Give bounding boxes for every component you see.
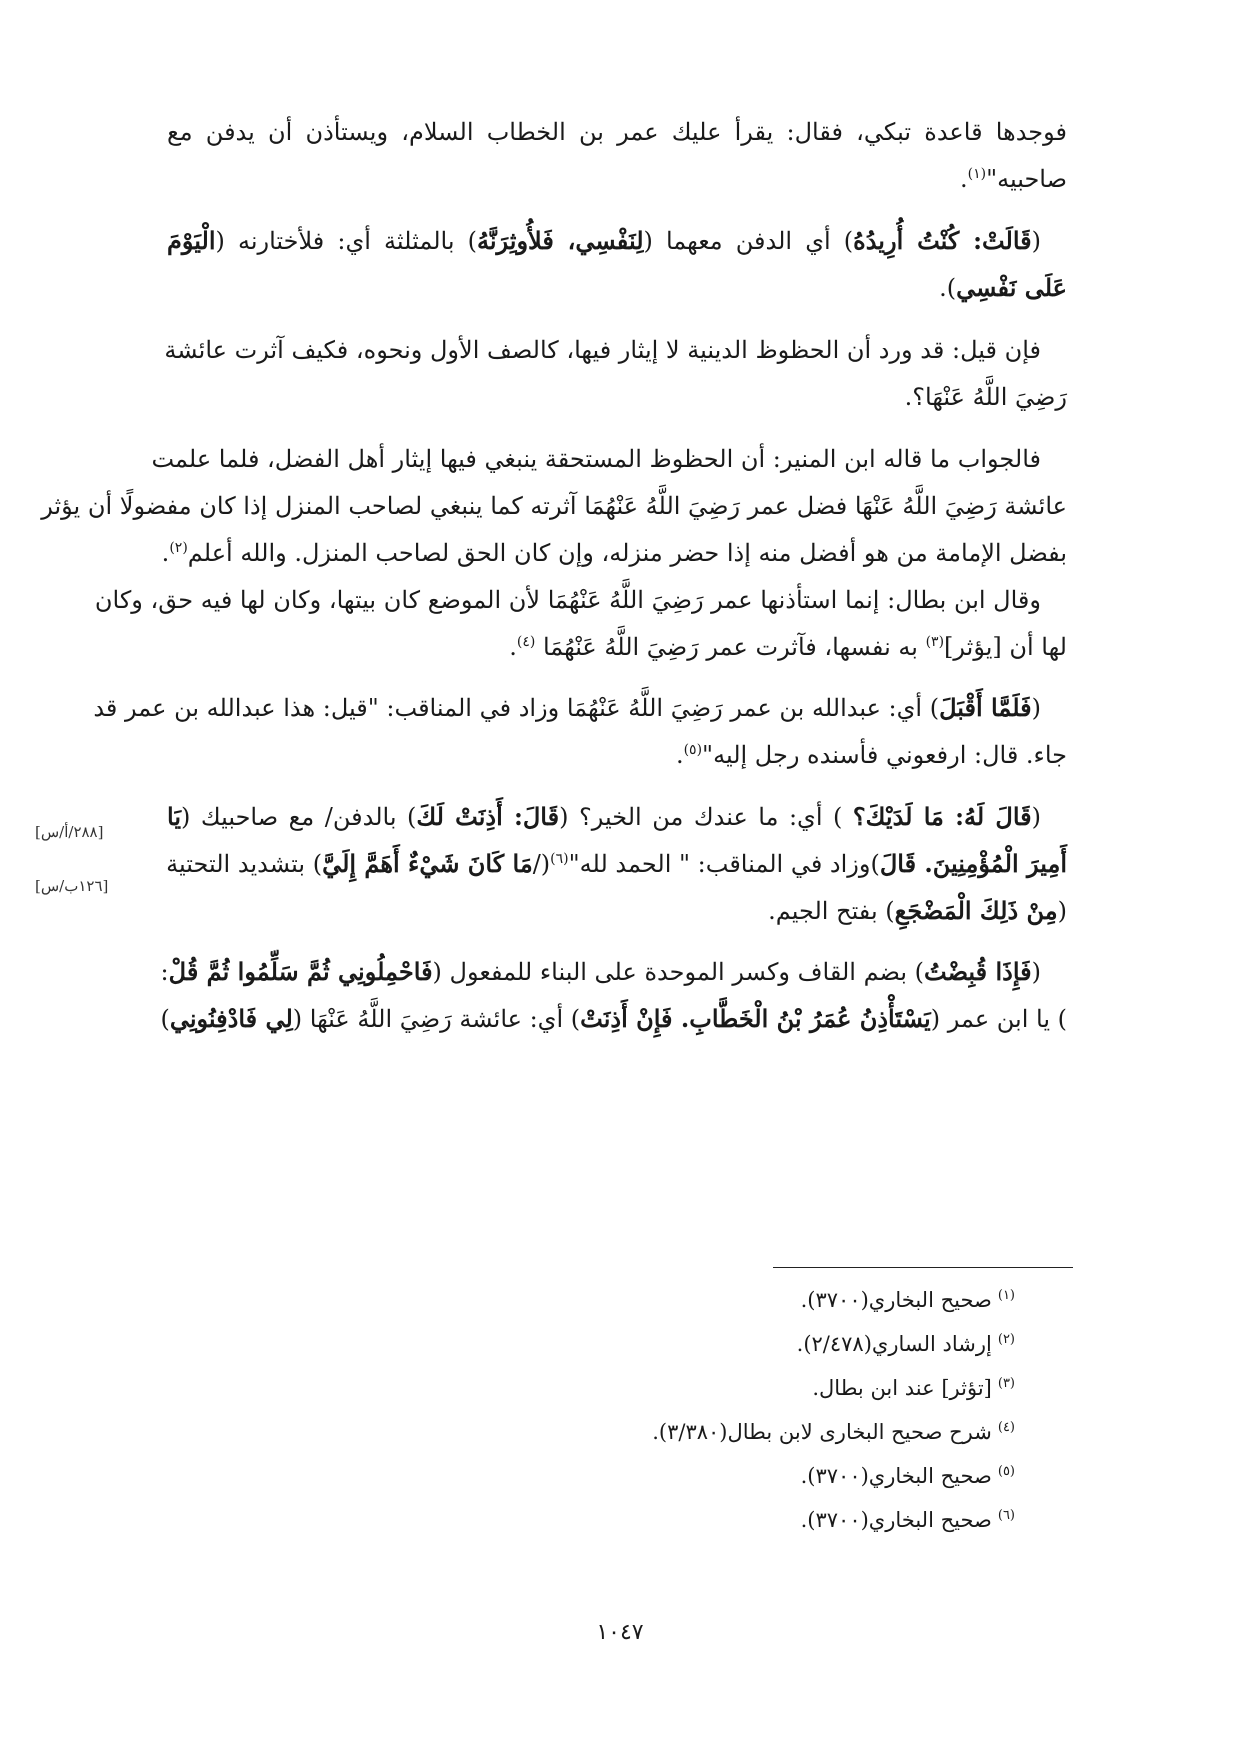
commentary-text: بفضل الإمامة من هو أفضل منه إذا حضر منزله، وإن كان الحق لصاحب المنزل. والله أعلم (187, 539, 1067, 567)
commentary-text: فوجدها قاعدة تبكي، فقال: يقرأ عليك عمر بن الخطاب السلام، ويستأذن أن يدفن مع (167, 118, 1067, 146)
commentary-text: صاحبيه" (986, 165, 1067, 193)
commentary-text: به نفسها، فآثرت عمر رَضِيَ اللَّهُ عَنْهُمَا (535, 633, 926, 661)
footnote-reference: (٦) (550, 851, 569, 867)
commentary-text: ) بتشديد التحتية (166, 850, 323, 878)
quoted-hadith-text: لِي فَادْفِنُونِي (169, 1004, 293, 1033)
text-line (167, 738, 1067, 772)
commentary-text: ) (160, 1005, 170, 1033)
footnote-reference: (٢) (169, 540, 188, 556)
text-line (167, 847, 1067, 881)
text-line (94, 583, 1041, 617)
text-line (167, 224, 1041, 258)
footnote-number: (٤) (997, 1420, 1015, 1435)
margin-note-folio-2: [١٢٦ب/س] (35, 877, 109, 895)
footnote-text: صحيح البخاري(٣٧٠٠). (800, 1464, 992, 1488)
commentary-text: ) بضم القاف وكسر الموحدة على البناء للمفعول ( (432, 958, 925, 986)
footnote-6 (801, 1505, 1015, 1535)
quoted-hadith-text: الْيَوْمَ (167, 226, 216, 255)
quoted-hadith-text: فَإِذَا قُبِضْتُ (924, 957, 1032, 986)
text-line (167, 162, 1067, 196)
commentary-text: فالجواب ما قاله ابن المنير: أن الحظوظ المستحقة ينبغي فيها إيثار أهل الفضل، فلما علمت (151, 445, 1041, 473)
commentary-text: وقال ابن بطال: إنما استأذنها عمر رَضِيَ اللَّهُ عَنْهُمَا لأن الموضع كان بيتها، وكان لها فيه حق، وكان (94, 586, 1041, 614)
commentary-text: )وزاد في المناقب: " الحمد لله" (568, 850, 880, 878)
text-line (160, 955, 1041, 989)
commentary-text: ( (1031, 958, 1041, 986)
commentary-text: عائشة رَضِيَ اللَّهُ عَنْهَا فضل عمر رَضِيَ اللَّهُ عَنْهُمَا آثرته كما ينبغي لصاحب المنزل إذا كان مفضولًا أن يؤثر (41, 492, 1067, 520)
quoted-hadith-text: فَلَمَّا أَقْبَلَ (939, 693, 1032, 722)
commentary-text: . (161, 539, 170, 567)
text-line (151, 442, 1041, 476)
footnote-reference: (٤) (516, 634, 536, 650)
footnote-number: (٦) (997, 1508, 1015, 1523)
footnote-text: صحيح البخاري(٣٧٠٠). (800, 1508, 992, 1532)
text-line (160, 1002, 1067, 1036)
footnote-4 (652, 1417, 1015, 1447)
commentary-text: . (959, 165, 968, 193)
text-line (167, 894, 1067, 928)
footnote-reference: (١) (967, 166, 987, 182)
commentary-text: ) أي: عائشة رَضِيَ اللَّهُ عَنْهَا ( (292, 1005, 581, 1033)
commentary-text: (/ (532, 850, 551, 878)
footnote-separator (773, 1267, 1073, 1268)
footnote-text: [تؤثر] عند ابن بطال. (812, 1376, 992, 1400)
quoted-hadith-text: قَالَ لَهُ: مَا لَدَيْكَ؟ (852, 802, 1032, 831)
commentary-text: ( (1031, 227, 1042, 255)
footnote-number: (٣) (997, 1376, 1015, 1391)
quoted-hadith-text: أَمِيرَ الْمُؤْمِنِينَ. قَالَ (879, 849, 1067, 878)
footnote-3 (812, 1373, 1015, 1403)
commentary-text: ) يا ابن عمر ( (930, 1005, 1067, 1033)
footnote-5 (801, 1461, 1015, 1491)
footnote-text: صحيح البخاري(٣٧٠٠). (800, 1288, 992, 1312)
page-number: ١٠٤٧ (596, 1620, 644, 1645)
quoted-hadith-text: قَالَتْ: كُنْتُ أُرِيدُهُ (853, 226, 1032, 255)
commentary-text: : (160, 958, 169, 986)
quoted-hadith-text: يَا (167, 802, 181, 831)
commentary-text: ) أي: عبدالله بن عمر رَضِيَ اللَّهُ عَنْهُمَا وزاد في المناقب: "قيل: هذا عبدالله بن عمر قد (93, 694, 940, 722)
commentary-text: ). (939, 274, 957, 302)
quoted-hadith-text: لِنَفْسِي، فَلأُوثِرَنَّهُ (476, 226, 644, 255)
commentary-text: . (675, 741, 684, 769)
text-line (41, 489, 1067, 523)
commentary-text: رَضِيَ اللَّهُ عَنْهَا؟. (904, 383, 1067, 411)
text-line (161, 536, 1067, 570)
commentary-text: ) أي: ما عندك من الخير؟ ( (559, 803, 853, 831)
commentary-text: ) أي الدفن معهما ( (643, 227, 854, 255)
commentary-text: ( (1031, 803, 1042, 831)
quoted-hadith-text: مَا كَانَ شَيْءٌ أَهَمَّ إِلَيَّ (322, 849, 533, 878)
text-line (167, 630, 1067, 664)
commentary-text: لها أن [يؤثر] (944, 633, 1067, 661)
commentary-text: ( (1057, 897, 1067, 925)
footnote-number: (٢) (997, 1332, 1015, 1347)
commentary-text: . (509, 633, 517, 661)
commentary-text: ) بفتح الجيم. (768, 897, 895, 925)
text-line (164, 333, 1041, 367)
text-line (93, 691, 1041, 725)
footnote-number: (٥) (997, 1464, 1015, 1479)
commentary-text: ) بالدفن/ مع صاحبيك ( (181, 803, 417, 831)
commentary-text: فإن قيل: قد ورد أن الحظوظ الدينية لا إيثار فيها، كالصف الأول ونحوه، فكيف آثرت عائشة (164, 336, 1041, 364)
text-line (167, 380, 1067, 414)
text-line (167, 271, 1067, 305)
commentary-text: ( (1031, 694, 1041, 722)
footnote-text: إرشاد الساري(٢/٤٧٨). (796, 1332, 992, 1356)
quoted-hadith-text: عَلَى نَفْسِي (956, 273, 1067, 302)
text-line (167, 800, 1041, 834)
footnote-text: شرح صحيح البخارى لابن بطال(٣/٣٨٠). (652, 1420, 992, 1444)
footnote-number: (١) (997, 1288, 1015, 1303)
quoted-hadith-text: يَسْتَأْذِنُ عُمَرُ بْنُ الْخَطَّابِ. فَإِنْ أَذِنَتْ (580, 1004, 931, 1033)
margin-note-folio-1: [٢٨٨/أ/س] (35, 823, 104, 841)
footnote-reference: (٥) (683, 742, 703, 758)
commentary-text: ) بالمثلثة أي: فلأختارنه ( (215, 227, 477, 255)
quoted-hadith-text: قَالَ: أَذِنَتْ لَكَ (416, 802, 560, 831)
quoted-hadith-text: مِنْ ذَلِكَ الْمَضْجَعِ (894, 896, 1058, 925)
footnote-1 (801, 1285, 1015, 1315)
footnote-2 (797, 1329, 1015, 1359)
quoted-hadith-text: فَاحْمِلُونِي ثُمَّ سَلِّمُوا ثُمَّ قُلْ (168, 957, 433, 986)
commentary-text: جاء. قال: ارفعوني فأسنده رجل إليه" (702, 741, 1067, 769)
footnote-reference: (٣) (925, 634, 945, 650)
text-line (167, 115, 1067, 149)
